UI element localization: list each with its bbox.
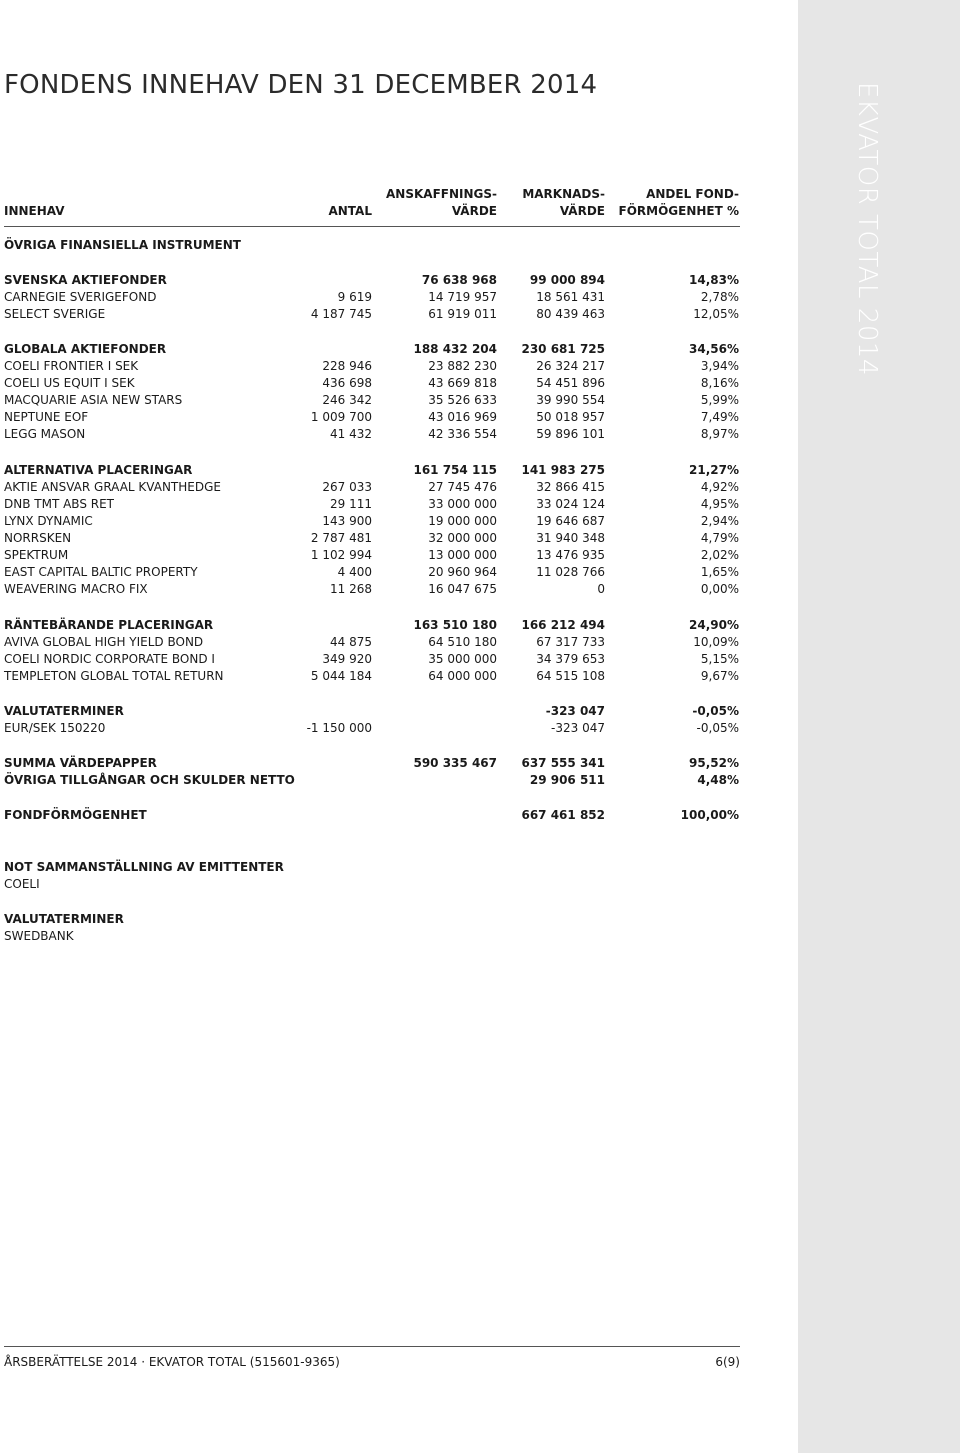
table-row [4, 581, 740, 598]
cell-name: GLOBALA AKTIEFONDER [4, 342, 167, 356]
cell-antal: 228 946 [322, 359, 372, 373]
cell-marknad: 99 000 894 [529, 273, 605, 287]
cell-andel: 7,49% [700, 410, 739, 424]
table-row-total [4, 272, 740, 289]
cell-andel: 5,99% [700, 393, 739, 407]
cell-andel: 3,94% [700, 359, 739, 373]
cell-marknad: 33 024 124 [536, 497, 605, 511]
cell-anskaffning: 23 882 230 [428, 359, 497, 373]
table-row-total [4, 341, 740, 358]
header-divider [4, 226, 740, 227]
cell-name: COELI US EQUIT I SEK [4, 376, 135, 390]
table-row [4, 651, 740, 668]
cell-marknad: 32 866 415 [536, 480, 605, 494]
cell-antal: 4 400 [337, 565, 372, 579]
cell-name: EUR/SEK 150220 [4, 721, 106, 735]
cell-marknad: 166 212 494 [521, 618, 605, 632]
cell-name: NORRSKEN [4, 531, 72, 545]
cell-anskaffning: 590 335 467 [413, 756, 497, 770]
cell-name: NEPTUNE EOF [4, 410, 89, 424]
header-antal: ANTAL [328, 204, 372, 218]
cell-anskaffning: 13 000 000 [428, 548, 497, 562]
note-text: SWEDBANK [4, 929, 74, 943]
cell-anskaffning: 16 047 675 [428, 582, 497, 596]
cell-antal: 143 900 [322, 514, 372, 528]
table-row-total [4, 772, 740, 789]
cell-andel: 9,67% [700, 669, 739, 683]
cell-antal: 5 044 184 [310, 669, 372, 683]
cell-antal: 11 268 [330, 582, 372, 596]
cell-name: SVENSKA AKTIEFONDER [4, 273, 167, 287]
page-title: FONDENS INNEHAV DEN 31 DECEMBER 2014 [4, 70, 598, 100]
cell-marknad: 637 555 341 [521, 756, 605, 770]
cell-andel: 24,90% [689, 618, 739, 632]
cell-anskaffning: 35 526 633 [428, 393, 497, 407]
cell-anskaffning: 188 432 204 [413, 342, 497, 356]
cell-andel: 4,48% [697, 773, 739, 787]
footer-divider [4, 1346, 740, 1347]
table-row [4, 720, 740, 737]
table-row-total [4, 462, 740, 479]
cell-marknad: 0 [597, 582, 605, 596]
header-marknad: MARKNADS- VÄRDE [522, 187, 605, 218]
cell-andel: 5,15% [700, 652, 739, 666]
cell-andel: 4,95% [700, 497, 739, 511]
cell-marknad: 13 476 935 [536, 548, 605, 562]
header-innehav: INNEHAV [4, 204, 65, 218]
table-row [4, 358, 740, 375]
cell-anskaffning: 43 669 818 [428, 376, 497, 390]
cell-anskaffning: 76 638 968 [421, 273, 497, 287]
table-row [4, 479, 740, 496]
cell-antal: 29 111 [330, 497, 372, 511]
table-row [4, 668, 740, 685]
cell-marknad: 67 317 733 [536, 635, 605, 649]
cell-antal: 1 009 700 [310, 410, 372, 424]
table-row [4, 289, 740, 306]
table-row [4, 634, 740, 651]
cell-anskaffning: 35 000 000 [428, 652, 497, 666]
table-row [4, 513, 740, 530]
cell-marknad: 26 324 217 [536, 359, 605, 373]
cell-name: ÖVRIGA TILLGÅNGAR OCH SKULDER NETTO [4, 773, 295, 787]
sidebar-title: EKVATOR TOTAL 2014 [852, 82, 882, 376]
cell-name: DNB TMT ABS RET [4, 497, 115, 511]
cell-name: RÄNTEBÄRANDE PLACERINGAR [4, 618, 214, 632]
table-row [4, 409, 740, 426]
cell-andel: 21,27% [689, 463, 739, 477]
cell-name: TEMPLETON GLOBAL TOTAL RETURN [4, 669, 224, 683]
cell-andel: -0,05% [696, 721, 739, 735]
cell-anskaffning: 163 510 180 [413, 618, 497, 632]
cell-andel: 2,94% [700, 514, 739, 528]
section-label: ÖVRIGA FINANSIELLA INSTRUMENT [4, 238, 241, 252]
table-row [4, 392, 740, 409]
cell-marknad: 80 439 463 [536, 307, 605, 321]
cell-marknad: 29 906 511 [529, 773, 605, 787]
cell-marknad: 39 990 554 [536, 393, 605, 407]
cell-anskaffning: 19 000 000 [428, 514, 497, 528]
cell-andel: 4,79% [700, 531, 739, 545]
cell-anskaffning: 27 745 476 [428, 480, 497, 494]
cell-name: CARNEGIE SVERIGEFOND [4, 290, 157, 304]
cell-andel: 8,97% [700, 427, 739, 441]
cell-antal: -1 150 000 [306, 721, 372, 735]
cell-name: WEAVERING MACRO FIX [4, 582, 148, 596]
cell-antal: 267 033 [322, 480, 372, 494]
cell-andel: 12,05% [693, 307, 739, 321]
cell-name: LYNX DYNAMIC [4, 514, 93, 528]
table-row [4, 547, 740, 564]
cell-antal: 436 698 [322, 376, 372, 390]
cell-marknad: 230 681 725 [521, 342, 605, 356]
cell-antal: 4 187 745 [310, 307, 372, 321]
cell-andel: 34,56% [689, 342, 739, 356]
cell-anskaffning: 20 960 964 [428, 565, 497, 579]
footer-report-title: ÅRSBERÄTTELSE 2014 · EKVATOR TOTAL (515601-9365) [4, 1355, 340, 1369]
cell-andel: -0,05% [692, 704, 739, 718]
cell-name: AKTIE ANSVAR GRAAL KVANTHEDGE [4, 480, 221, 494]
cell-name: COELI FRONTIER I SEK [4, 359, 139, 373]
cell-marknad: 64 515 108 [536, 669, 605, 683]
table-row-total [4, 807, 740, 824]
note-heading: VALUTATERMINER [4, 912, 124, 926]
cell-andel: 2,02% [700, 548, 739, 562]
table-row [4, 306, 740, 323]
table-row [4, 426, 740, 443]
cell-name: EAST CAPITAL BALTIC PROPERTY [4, 565, 198, 579]
cell-marknad: 11 028 766 [536, 565, 605, 579]
table-row [4, 375, 740, 392]
cell-marknad: 59 896 101 [536, 427, 605, 441]
cell-antal: 1 102 994 [310, 548, 372, 562]
cell-andel: 4,92% [700, 480, 739, 494]
cell-antal: 349 920 [322, 652, 372, 666]
table-row [4, 564, 740, 581]
cell-andel: 2,78% [700, 290, 739, 304]
cell-antal: 41 432 [330, 427, 372, 441]
cell-anskaffning: 64 000 000 [428, 669, 497, 683]
cell-name: LEGG MASON [4, 427, 86, 441]
cell-andel: 14,83% [689, 273, 739, 287]
cell-anskaffning: 32 000 000 [428, 531, 497, 545]
cell-antal: 44 875 [330, 635, 372, 649]
cell-anskaffning: 161 754 115 [413, 463, 497, 477]
cell-marknad: 34 379 653 [536, 652, 605, 666]
cell-anskaffning: 14 719 957 [428, 290, 497, 304]
cell-marknad: 19 646 687 [536, 514, 605, 528]
cell-andel: 8,16% [700, 376, 739, 390]
table-row-total [4, 703, 740, 720]
cell-anskaffning: 43 016 969 [428, 410, 497, 424]
cell-andel: 1,65% [700, 565, 739, 579]
cell-name: MACQUARIE ASIA NEW STARS [4, 393, 183, 407]
cell-antal: 2 787 481 [310, 531, 372, 545]
cell-name: FONDFÖRMÖGENHET [4, 808, 147, 822]
note-heading: NOT SAMMANSTÄLLNING AV EMITTENTER [4, 860, 284, 874]
cell-name: VALUTATERMINER [4, 704, 124, 718]
cell-marknad: 31 940 348 [536, 531, 605, 545]
header-anskaffning: ANSKAFFNINGS- VÄRDE [386, 187, 497, 218]
cell-antal: 246 342 [322, 393, 372, 407]
cell-marknad: 18 561 431 [536, 290, 605, 304]
cell-antal: 9 619 [337, 290, 372, 304]
cell-marknad: 54 451 896 [536, 376, 605, 390]
cell-name: SPEKTRUM [4, 548, 69, 562]
header-andel: ANDEL FOND- FÖRMÖGENHET % [618, 187, 739, 218]
footer-page-number: 6(9) [715, 1355, 740, 1369]
table-row-total [4, 617, 740, 634]
cell-name: SUMMA VÄRDEPAPPER [4, 756, 157, 770]
cell-andel: 100,00% [680, 808, 739, 822]
cell-anskaffning: 64 510 180 [428, 635, 497, 649]
table-row [4, 496, 740, 513]
cell-marknad: 141 983 275 [521, 463, 605, 477]
cell-andel: 95,52% [689, 756, 739, 770]
cell-marknad: -323 047 [545, 704, 605, 718]
cell-anskaffning: 42 336 554 [428, 427, 497, 441]
note-text: COELI [4, 877, 40, 891]
cell-anskaffning: 61 919 011 [428, 307, 497, 321]
cell-marknad: 50 018 957 [536, 410, 605, 424]
cell-name: SELECT SVERIGE [4, 307, 106, 321]
cell-name: AVIVA GLOBAL HIGH YIELD BOND [4, 635, 204, 649]
table-row [4, 530, 740, 547]
cell-anskaffning: 33 000 000 [428, 497, 497, 511]
cell-marknad: -323 047 [551, 721, 605, 735]
cell-andel: 0,00% [700, 582, 739, 596]
cell-name: ALTERNATIVA PLACERINGAR [4, 463, 193, 477]
table-row-total [4, 755, 740, 772]
cell-marknad: 667 461 852 [521, 808, 605, 822]
cell-name: COELI NORDIC CORPORATE BOND I [4, 652, 215, 666]
cell-andel: 10,09% [693, 635, 739, 649]
